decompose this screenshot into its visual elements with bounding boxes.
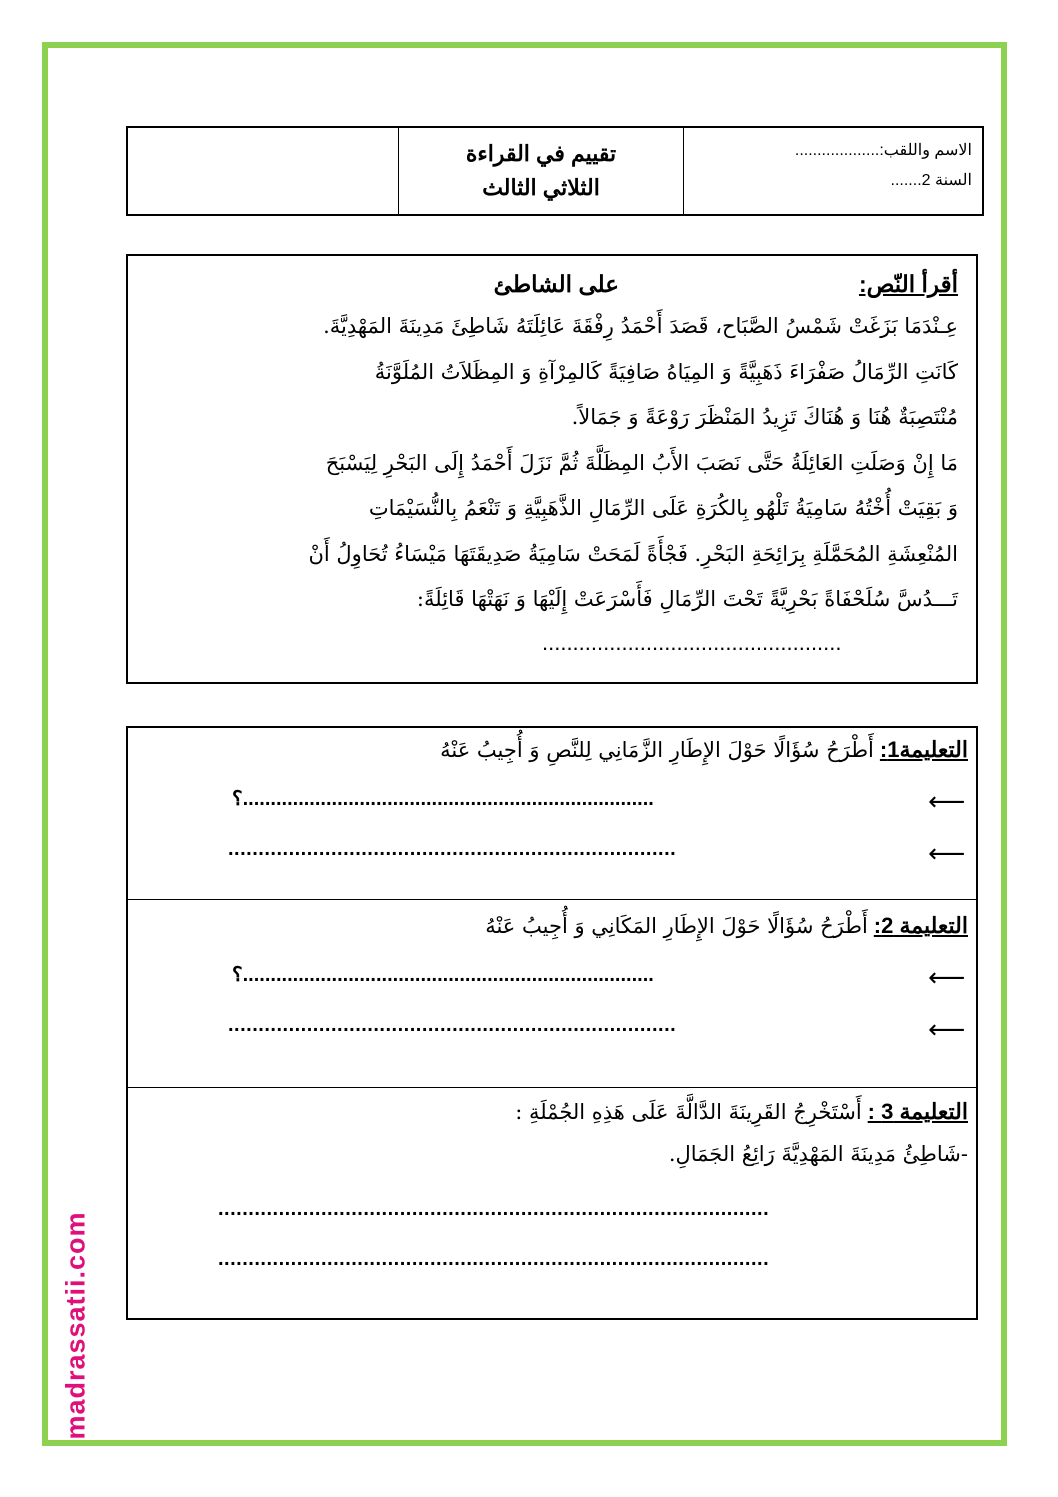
reading-passage <box>126 254 978 684</box>
task-3-label: التعليمة 3 : <box>867 1099 968 1124</box>
left-arrow-icon: ⟵ <box>928 787 966 817</box>
task-2-answer-line[interactable]: .......................................................................... <box>228 1014 677 1036</box>
passage-line: مَا إِنْ وَصَلَتِ العَائِلَةُ حَتَّى نَصَبَ الأَبُ المِظَلَّةَ ثُمَّ نَزَلَ أَحْمَدُ إِلَى البَحْرِ لِيَسْبَحَ <box>325 450 958 475</box>
task-2-label: التعليمة 2: <box>873 913 968 938</box>
passage-line: تَـــدُسَّ سُلَحْفَاةً بَحْرِيَّةً تَحْتَ الرِّمَالِ فَأَسْرَعَتْ إِلَيْهَا وَ نَهَتْهَا قَائِلَةً: <box>416 587 958 611</box>
task-3-answer-line[interactable]: ........................................................................................... <box>218 1248 770 1270</box>
task-3 <box>128 1088 976 1320</box>
year-field[interactable]: السنة 2....... <box>890 172 972 189</box>
header-title-line1: تقييم في القراءة <box>465 141 617 166</box>
task-2-question-line[interactable]: ؟.......................................................................... <box>232 964 654 986</box>
header-student-cell <box>684 128 982 214</box>
read-label: أقرأ النّص: <box>858 270 958 297</box>
name-field[interactable]: الاسم واللقب:................... <box>794 142 972 159</box>
passage-line: عِـنْدَمَا بَزَغَتْ شَمْسُ الصَّبَاح، قَصَدَ أَحْمَدُ رِفْقَةَ عَائِلَتَهُ شَاطِئَ مَدِينَةَ المَهْدِيَّةَ. <box>323 314 958 338</box>
task-1-text: أَطْرَحُ سُؤَالًا حَوْلَ الإِطَارِ الزَّمَانِي لِلنَّصِ وَ أُجِيبُ عَنْهُ <box>440 738 874 762</box>
task-3-instruction <box>128 1090 968 1134</box>
passage-line: المُنْعِشَةِ المُحَمَّلَةِ بِرَائِحَةِ البَحْرِ. فَجْأَةً لَمَحَتْ سَامِيَةُ صَدِيقَتَهَا مَيْسَاءُ تُحَاوِلُ أَنْ <box>308 541 958 566</box>
header-title-cell <box>398 128 684 214</box>
task-2-instruction <box>128 904 968 948</box>
task-3-text: أَسْتَخْرِجُ القَرِينَةَ الدَّالَّةَ عَلَى هَذِهِ الجُمْلَةِ : <box>515 1100 862 1124</box>
left-arrow-icon: ⟵ <box>928 839 966 869</box>
tasks-box <box>126 726 978 1320</box>
watermark-text: madrassatii.com <box>60 1210 91 1440</box>
task-1 <box>128 728 976 900</box>
header-empty-cell <box>128 128 398 214</box>
passage-completion-line[interactable]: ................................................. <box>542 629 842 655</box>
task-1-label: التعليمة1: <box>879 737 968 762</box>
passage-header <box>142 264 958 304</box>
task-1-question-line[interactable]: ؟.......................................................................... <box>232 788 654 810</box>
watermark <box>36 1175 116 1475</box>
task-3-example-sentence: -شَاطِئُ مَدِينَةَ المَهْدِيَّةَ رَائِعُ الجَمَالِ. <box>668 1142 968 1166</box>
header-title-line2: الثلاثي الثالث <box>482 175 600 200</box>
task-3-answer-line[interactable]: ........................................................................................... <box>218 1198 770 1220</box>
left-arrow-icon: ⟵ <box>928 1015 966 1045</box>
task-2-text: أَطْرَحُ سُؤَالًا حَوْلَ الإِطَارِ المَكَانِي وَ أُجِيبُ عَنْهُ <box>485 914 868 938</box>
passage-line: كَانَتِ الرِّمَالُ صَفْرَاءَ ذَهَبِيَّةً وَ المِيَاهُ صَافِيَةً كَالمِرْآةِ وَ المِظَلاَتُ المُلَوَّنَةُ <box>374 359 958 384</box>
task-2 <box>128 900 976 1088</box>
task-1-instruction <box>128 728 968 772</box>
passage-line: مُنْتَصِبَةٌ هُنَا وَ هُنَاكَ تَزِيدُ المَنْظَرَ رَوْعَةً وَ جَمَالاً. <box>571 405 958 429</box>
passage-line: وَ بَقِيَتْ أُخْتُهُ سَامِيَةُ تَلْهُو بِالكُرَةِ عَلَى الرِّمَالِ الذَّهَبِيَّةِ وَ تَنْعَمُ بِالنُّسَيْمَاتِ <box>368 496 958 520</box>
left-arrow-icon: ⟵ <box>928 963 966 993</box>
story-title: على الشاطئ <box>493 270 619 297</box>
header-table <box>126 126 984 216</box>
task-1-answer-line[interactable]: .......................................................................... <box>228 838 677 860</box>
